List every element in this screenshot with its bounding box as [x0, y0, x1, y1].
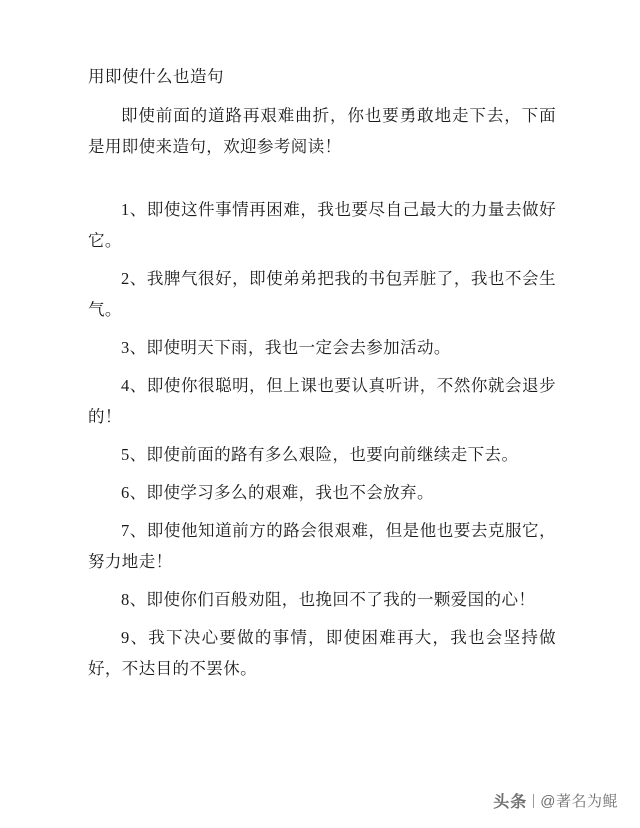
document-body	[88, 62, 556, 691]
list-item: 8、即使你们百般劝阻，也挽回不了我的一颗爱国的心！	[121, 590, 536, 609]
list-item: 5、即使前面的路有多么艰险，也要向前继续走下去。	[121, 445, 519, 464]
watermark	[493, 789, 618, 812]
watermark-username: @著名为鲲	[540, 793, 618, 810]
list-item: 2、我脾气很好，即使弟弟把我的书包弄脏了，我也不会生气。	[88, 269, 556, 319]
watermark-divider	[533, 794, 534, 808]
paragraph-spacer	[88, 162, 556, 194]
list-item: 7、即使他知道前方的路会很艰难，但是他也要去克服它，努力地走！	[88, 521, 556, 571]
list-item: 4、即使你很聪明，但上课也要认真听讲，不然你就会退步的！	[88, 376, 556, 426]
list-item: 3、即使明天下雨，我也一定会去参加活动。	[121, 338, 451, 357]
watermark-logo: 头条	[493, 794, 528, 811]
list-item: 6、即使学习多么的艰难，我也不会放弃。	[121, 483, 434, 502]
intro-paragraph: 即使前面的道路再艰难曲折，你也要勇敢地走下去，下面是用即使来造句，欢迎参考阅读！	[88, 106, 556, 156]
list-item: 1、即使这件事情再困难，我也要尽自己最大的力量去做好它。	[88, 200, 556, 250]
page-title: 用即使什么也造句	[88, 67, 224, 86]
sentence-list	[88, 194, 556, 684]
list-item: 9、我下决心要做的事情，即使困难再大，我也会坚持做好，不达目的不罢休。	[88, 628, 556, 678]
